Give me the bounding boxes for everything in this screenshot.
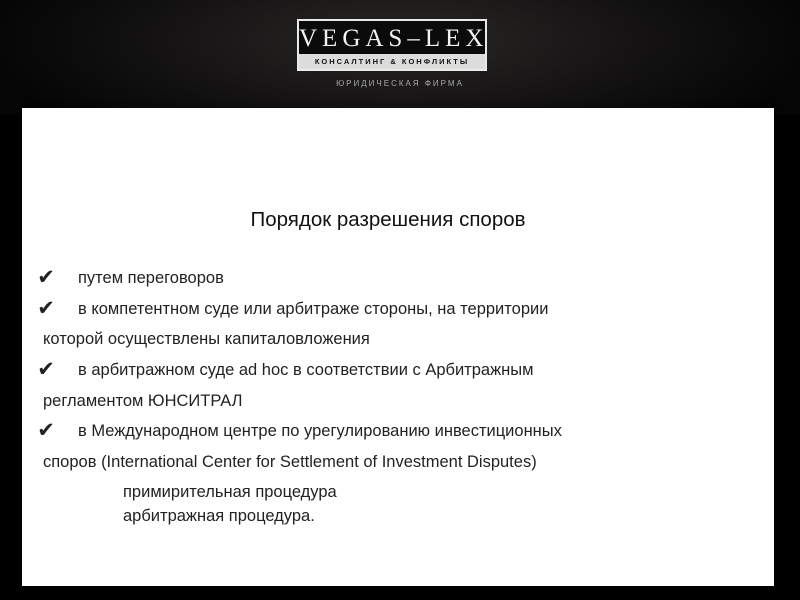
list-item-3-text: в арбитражном суде ad hoc в соответствии с Арбитражным xyxy=(78,361,534,379)
logo-name: VEGAS–LEX xyxy=(299,25,489,52)
list-item-2-continuation: которой осуществлены капиталовложения xyxy=(43,330,370,348)
list-item-4-continuation: споров (International Center for Settlement of Investment Disputes) xyxy=(43,453,537,471)
check-icon: ✔ xyxy=(37,358,55,381)
firm-type-label: ЮРИДИЧЕСКАЯ ФИРМА xyxy=(336,79,464,88)
check-icon: ✔ xyxy=(37,266,55,289)
list-item-3-continuation: регламентом ЮНСИТРАЛ xyxy=(43,392,243,410)
check-icon: ✔ xyxy=(37,297,55,320)
list-item-1-text: путем переговоров xyxy=(78,269,224,287)
slide-title: Порядок разрешения споров xyxy=(250,208,526,231)
list-item-4-text: в Международном центре по урегулированию инвестиционных xyxy=(78,422,562,440)
sub-item-arbitration: арбитражная процедура. xyxy=(123,507,315,525)
check-icon: ✔ xyxy=(37,419,55,442)
list-item-2-text: в компетентном суде или арбитраже стороны, на территории xyxy=(78,300,549,318)
logo-tagline: КОНСАЛТИНГ & КОНФЛИКТЫ xyxy=(299,54,485,69)
sub-item-conciliation: примирительная процедура xyxy=(123,483,337,501)
